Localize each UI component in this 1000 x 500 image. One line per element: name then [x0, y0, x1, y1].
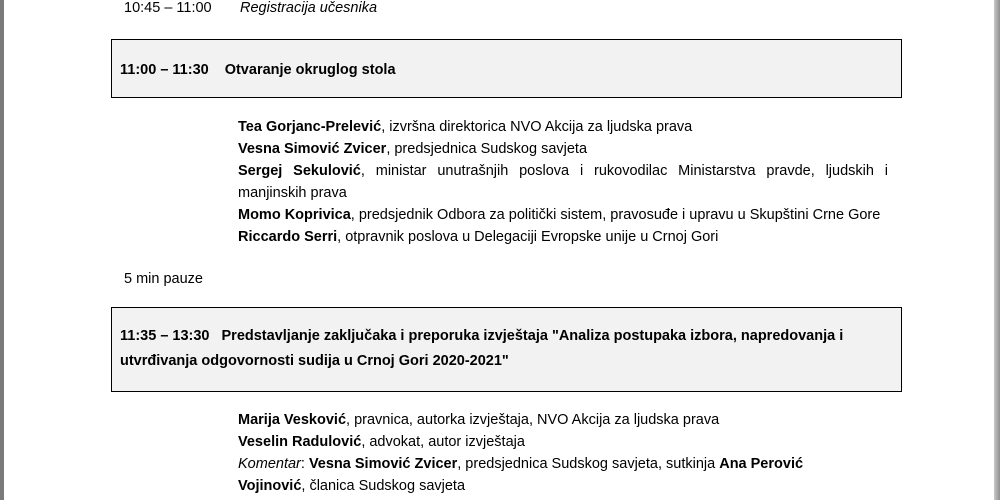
speaker-line: [238, 160, 888, 204]
comment-separator: :: [300, 456, 309, 472]
comment-line-continued: [238, 475, 888, 497]
session-report-heading-line1: [120, 328, 843, 344]
speaker-role: , predsjednica Sudskog savjeta: [386, 141, 588, 157]
speaker-line: [238, 431, 888, 453]
comment-role-2: , članica Sudskog savjeta: [301, 478, 466, 494]
session-report-title-line1: Predstavljanje zaključaka i preporuka izvještaja "Analiza postupaka izbora, napredovanja i: [221, 328, 844, 344]
speaker-name: Riccardo Serri: [238, 229, 338, 245]
speaker-name: Tea Gorjanc-Prelević: [238, 119, 382, 135]
session-opening-box: [111, 39, 902, 98]
speaker-line: [238, 226, 888, 248]
speaker-line: [238, 409, 888, 431]
speaker-name: Vesna Simović Zvicer: [238, 141, 387, 157]
speaker-line: [238, 116, 888, 138]
comment-name-2: Ana Perović: [719, 456, 804, 472]
session-report-heading-line2: utvrđivanja odgovornosti sudija u Crnoj Gori 2020-2021": [120, 353, 509, 369]
speaker-role: , pravnica, autorka izvještaja, NVO Akcija za ljudska prava: [346, 412, 720, 428]
comment-name-2-cont: Vojinović: [238, 478, 302, 494]
speaker-name: Marija Vesković: [238, 412, 347, 428]
speaker-role: , otpravnik poslova u Delegaciji Evropske unije u Crnoj Gori: [337, 229, 719, 245]
session-report-time: 11:35 – 13:30: [120, 328, 210, 344]
speaker-role: , advokat, autor izvještaja: [361, 434, 525, 450]
speaker-name: Momo Koprivica: [238, 207, 351, 223]
page-edge-left: [0, 0, 4, 500]
speaker-role: , predsjednik Odbora za politički sistem, pravosuđe i upravu u Skupštini Crne Gore: [350, 207, 881, 223]
session-opening-time: 11:00 – 11:30: [120, 62, 209, 78]
session-report-box: [111, 307, 902, 392]
comment-label: Komentar: [238, 456, 301, 472]
pause-note: 5 min pauze: [124, 271, 203, 287]
comment-name-1: Vesna Simović Zvicer: [308, 456, 458, 472]
registration-time: 10:45 – 11:00: [124, 0, 212, 16]
registration-title: Registracija učesnika: [240, 0, 378, 16]
speaker-line: [238, 138, 888, 160]
registration-row: [124, 0, 377, 17]
session-opening-heading: [120, 62, 396, 78]
comment-role-1: , predsjednica Sudskog savjeta, sutkinja: [457, 456, 720, 472]
speaker-role: , izvršna direktorica NVO Akcija za ljudska prava: [381, 119, 693, 135]
speaker-name: Sergej Sekulović: [238, 163, 361, 179]
session-opening-speakers: [238, 116, 888, 248]
page-edge-right: [994, 0, 1000, 500]
speaker-line: [238, 204, 888, 226]
session-opening-title: Otvaranje okruglog stola: [224, 62, 396, 78]
session-report-speakers: [238, 409, 888, 497]
comment-line: [238, 453, 888, 475]
speaker-name: Veselin Radulović: [238, 434, 362, 450]
speaker-role: , ministar unutrašnjih poslova i rukovodilac Ministarstva pravde, ljudskih i manjinskih prava: [238, 163, 888, 201]
